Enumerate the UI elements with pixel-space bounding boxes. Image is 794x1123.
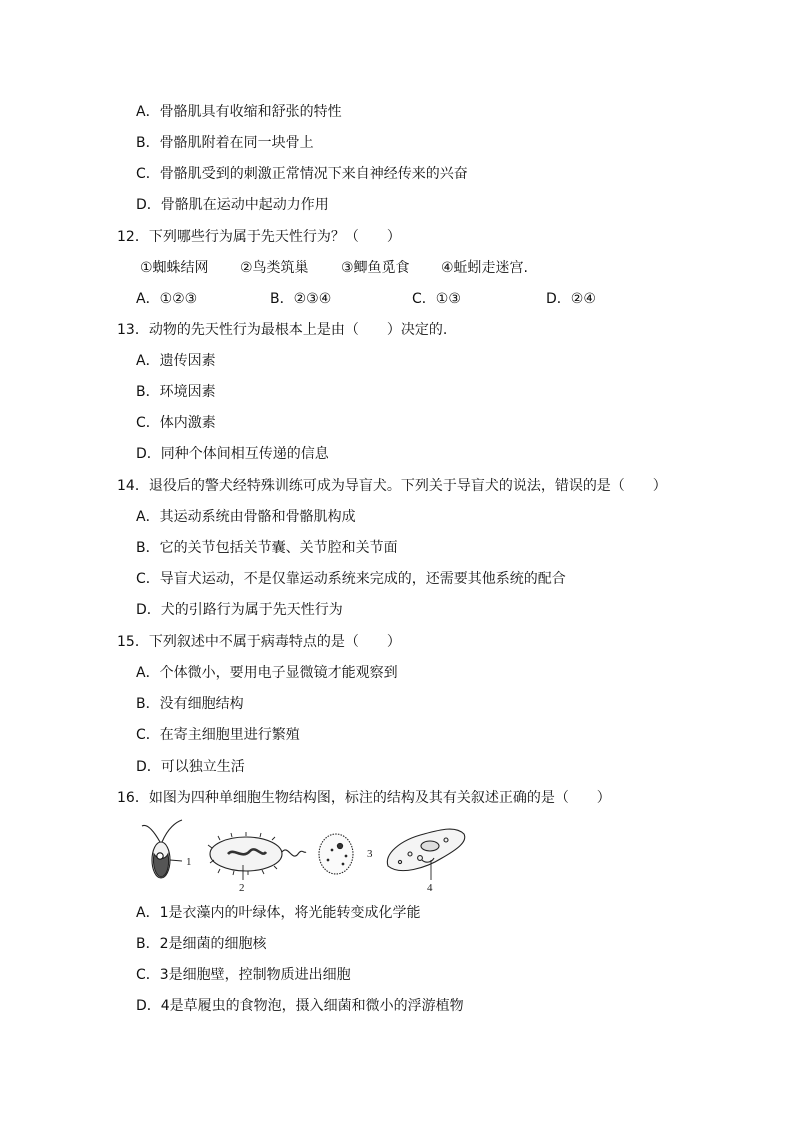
q13-stem: 13．动物的先天性行为最根本上是由（ ）决定的. bbox=[117, 322, 448, 338]
q12-option-b: B．②③④ bbox=[270, 291, 332, 307]
q11-option-b: B．骨骼肌附着在同一块骨上 bbox=[136, 135, 314, 151]
figure-label-4: 4 bbox=[427, 882, 433, 894]
figure-label-2: 2 bbox=[239, 882, 245, 894]
q16-option-c: C．3是细胞壁，控制物质进出细胞 bbox=[136, 967, 351, 983]
q13-option-b: B．环境因素 bbox=[136, 384, 216, 400]
q14-option-c: C．导盲犬运动，不是仅靠运动系统来完成的，还需要其他系统的配合 bbox=[136, 571, 566, 587]
q12-options bbox=[136, 289, 616, 309]
q12-item-2: ②鸟类筑巢 bbox=[240, 260, 309, 276]
q12-option-d: D．②④ bbox=[546, 291, 596, 307]
q14-stem: 14．退役后的警犬经特殊训练可成为导盲犬。下列关于导盲犬的说法，错误的是（ ） bbox=[117, 478, 667, 494]
chlamydomonas-drawing bbox=[142, 820, 182, 878]
q11-option-d: D．骨骼肌在运动中起动力作用 bbox=[136, 197, 329, 213]
figure-label-3: 3 bbox=[367, 848, 373, 860]
q12-item-1: ①蜘蛛结网 bbox=[140, 260, 209, 276]
q12-item-3: ③鲫鱼觅食 bbox=[341, 260, 410, 276]
q15-option-a: A．个体微小，要用电子显微镜才能观察到 bbox=[136, 665, 398, 681]
q16-option-a: A．1是衣藻内的叶绿体，将光能转变成化学能 bbox=[136, 905, 421, 921]
paramecium-drawing bbox=[387, 829, 464, 880]
q12-stem: 12．下列哪些行为属于先天性行为？（ ） bbox=[117, 229, 401, 245]
q16-option-d: D．4是草履虫的食物泡，摄入细菌和微小的浮游植物 bbox=[136, 998, 464, 1014]
q14-option-d: D．犬的引路行为属于先天性行为 bbox=[136, 602, 343, 618]
q12-option-a: A．①②③ bbox=[136, 291, 198, 307]
q15-option-b: B．没有细胞结构 bbox=[136, 696, 244, 712]
q15-option-c: C．在寄主细胞里进行繁殖 bbox=[136, 727, 300, 743]
q12-option-c: C．①③ bbox=[412, 291, 461, 307]
q16-option-b: B．2是细菌的细胞核 bbox=[136, 936, 267, 952]
q15-option-d: D．可以独立生活 bbox=[136, 759, 245, 775]
q11-option-a: A．骨骼肌具有收缩和舒张的特性 bbox=[136, 104, 342, 120]
q13-option-c: C．体内激素 bbox=[136, 415, 216, 431]
q12-item-4: ④蚯蚓走迷宫. bbox=[441, 260, 529, 276]
q12-items bbox=[136, 258, 616, 278]
q11-option-c: C．骨骼肌受到的刺激正常情况下来自神经传来的兴奋 bbox=[136, 166, 468, 182]
bacterium-drawing bbox=[208, 832, 306, 880]
figure-label-1: 1 bbox=[186, 856, 192, 868]
q15-stem: 15．下列叙述中不属于病毒特点的是（ ） bbox=[117, 634, 401, 650]
q16-stem: 16．如图为四种单细胞生物结构图，标注的结构及其有关叙述正确的是（ ） bbox=[117, 790, 611, 806]
single-cell-organisms-figure bbox=[138, 814, 468, 894]
q14-option-a: A．其运动系统由骨骼和骨骼肌构成 bbox=[136, 509, 356, 525]
q14-option-b: B．它的关节包括关节囊、关节腔和关节面 bbox=[136, 540, 398, 556]
q13-option-a: A．遗传因素 bbox=[136, 353, 216, 369]
round-cell-drawing bbox=[319, 834, 353, 874]
q13-option-d: D．同种个体间相互传递的信息 bbox=[136, 446, 329, 462]
